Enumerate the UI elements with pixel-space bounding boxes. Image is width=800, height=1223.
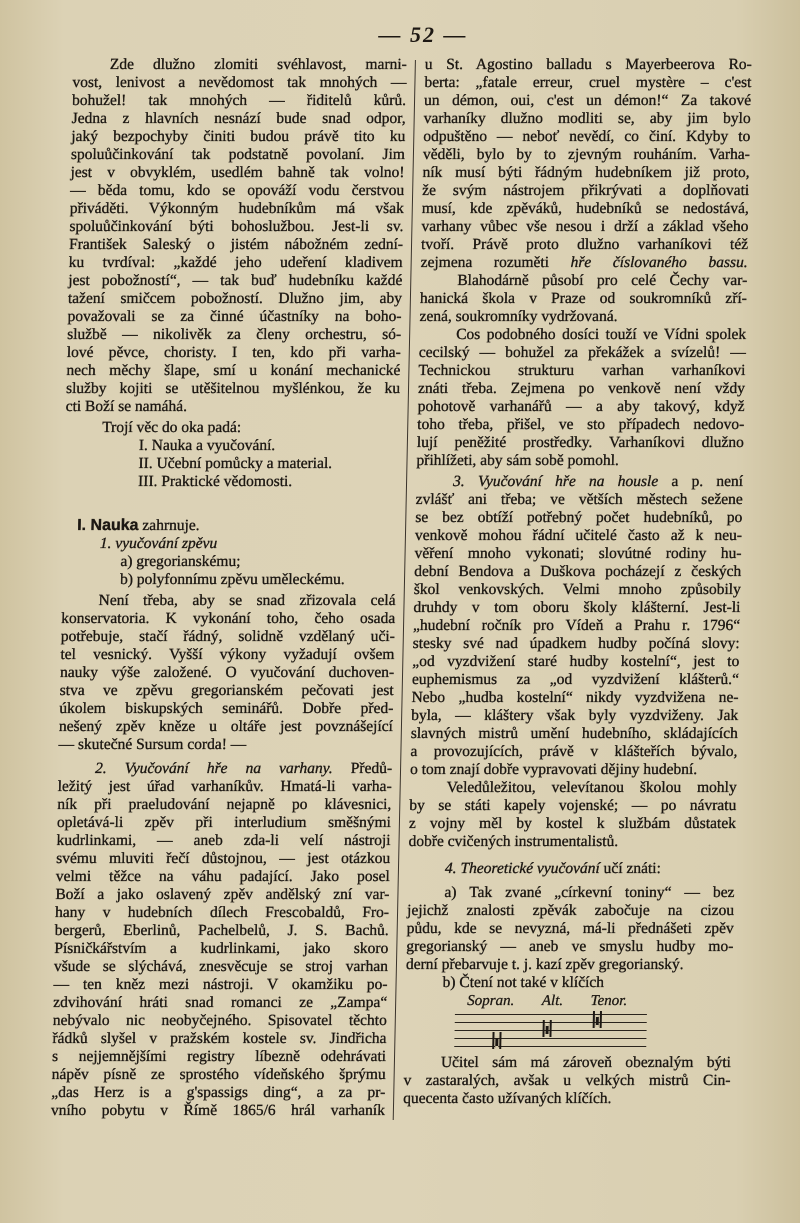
page-number: — 52 —	[378, 22, 468, 47]
italic-text: 4. Theoretické vyučování	[444, 860, 600, 877]
text-line: věděli, bylo by to zjevným rouháním. Varha-	[422, 146, 751, 163]
text-line: jest v obvyklém, usedlém bahně tak volno!	[70, 164, 405, 181]
text-line: lové pěvce, choristy. I ten, kdo při varha-	[66, 344, 401, 361]
text-line: gregorianský — aneb ve smyslu hudby mo-	[406, 938, 734, 955]
text-line: tel vesnický. Vyšší výkony vyžadují ovšem	[60, 646, 395, 663]
text-line: přihlížeti, aby sám sobě pomohl.	[416, 452, 620, 469]
text-line: potřebuje, stačí řádný, solidně vzdělaný uči-	[60, 628, 396, 645]
tenor-c-clef-icon	[593, 1011, 602, 1028]
text-line: ník musí býti řádným hudebníkem již proto,	[422, 164, 750, 181]
text-line: „das Herz is a g'spassigs ding“, a za pr-	[51, 1084, 386, 1101]
text-line: „hudební ročník pro Vídeň a Prahu r. 1796“	[412, 617, 741, 634]
text-line: vního pobytu v Římě 1865/6 hrál varhaník	[50, 1102, 386, 1119]
text-line: v zastaralých, avšak u velkých mistrů Cin-	[403, 1072, 731, 1089]
text-line: tvoří. Právě proto dlužno varhaníkovi též	[420, 236, 749, 253]
text-line: „od vyzdvižení staré hudby kostelní“, jest to	[412, 653, 740, 670]
staff-line	[455, 1014, 647, 1015]
text-line: stesky své nad úpadkem hudby počíná slovy:	[412, 635, 740, 652]
text-line	[416, 473, 743, 491]
text-line: vost, lenivost a nevědomost tak mnohých —	[72, 74, 407, 91]
music-staff	[454, 1014, 647, 1048]
text-line: jejichž znalosti zpěvák zabočuje na cizou	[406, 902, 735, 919]
text-span: a p. není	[658, 473, 744, 490]
text-line: všude se slýchává, znesvěcuje se stroj varhan	[53, 958, 389, 975]
text-line	[420, 254, 747, 272]
clef-label-alto: Alt.	[541, 993, 564, 1009]
text-line: nauky výše založené. O vyučování duchoven-	[59, 664, 395, 681]
text-line: z vojny měl by kostel k službám důstatek	[408, 815, 737, 832]
right-column-bottom	[403, 1054, 731, 1108]
text-line: Písničkářstvím a kudrlinkami, jako skoro	[54, 940, 389, 957]
text-line: spoluůčinkování býti bohoslužbou. Jest-li sv.	[69, 218, 404, 235]
text-line: dební Bendova a Duškova pocházejí z českých	[414, 563, 742, 580]
text-line: derní přebarvuje t. j. kazí zpěv gregorianský.	[405, 956, 684, 973]
text-line: ku tvrdíval: „každé jeho udeření kladivem	[68, 254, 403, 271]
text-line: bergerů, Eberlinů, Pachelbelů, J. S. Bachů.	[54, 922, 389, 939]
staff-line	[454, 1046, 646, 1047]
text-line: o tom znají dobře vypravovati dějiny hudební.	[409, 761, 698, 778]
text-line: jaký bezpochyby činiti budou právě tito ku	[71, 128, 406, 145]
text-line: nápěv písně ze sprostého vídeňského šprýmu	[51, 1066, 386, 1083]
clef-label-tenor: Tenor.	[590, 993, 628, 1009]
text-span: Předů-	[332, 760, 393, 777]
text-line: považovali se za činné účastníky na boho-	[67, 308, 402, 325]
text-line: kudrlinkami, — aneb zda-li velí nástroji	[56, 832, 391, 849]
italic-text: hře číslovaného bassu.	[570, 254, 748, 271]
text-line: že svým nástrojem přikrývati a doplňovati	[422, 182, 750, 199]
clef-label-soprano: Sopran.	[467, 993, 515, 1009]
text-line: nešený zpěv kněze u oltáře jest povznášející	[58, 718, 394, 735]
text-line: zdvihování hráti snad romanci ze „Zampa“	[52, 994, 388, 1011]
text-line: III. Praktické vědomosti.	[137, 473, 293, 490]
text-line: zvlášť ani třeba; ve větších městech sežene	[415, 491, 743, 508]
text-line: lují peněžité prostředky. Varhaníkovi dlužno	[416, 434, 745, 451]
text-line: službě — nikolivěk za členy orchestru, só-	[66, 326, 402, 343]
staff-line	[454, 1038, 646, 1039]
text-line: euphemismus za „od vyzdvižení klášterů.“	[411, 671, 740, 688]
text-line: u St. Agostino balladu s Mayerbeerova Ro-	[424, 56, 752, 73]
text-line: Zde dlužno zlomiti svéhlavost, marni-	[109, 56, 408, 73]
text-line: jest pobožností“, — tak buď hudebníku každé	[68, 272, 403, 289]
text-line: se bez obtíží potřebný počet hudebníků, po	[415, 509, 743, 526]
text-line: věření mnoho vykonati; slovútné rodiny hu-	[414, 545, 742, 562]
right-column	[403, 56, 752, 1108]
text-line: — skutečné Sursum corda! —	[58, 736, 247, 753]
text-line: Učitel sám má zároveň obeznalým býti	[440, 1054, 732, 1071]
text-line: škol venkovských. Velmi mnoho způsobily	[413, 581, 742, 598]
text-line: a provozujících, právě v klášteřích bývalo,	[410, 743, 738, 760]
text-line: Boží a jako oslavený zpěv andělský zní var-	[55, 886, 390, 903]
text-line: a) Tak zvané „církevní toniny“ — bez	[444, 884, 735, 901]
text-line: půdu, kde se nevyzná, má-li přednášeti zpěv	[406, 920, 734, 937]
text-line	[408, 860, 735, 878]
text-line: úkolem biskupských seminářů. Dobře před-	[59, 700, 394, 717]
text-line: Blahodárně působí pro celé Čechy var-	[457, 272, 748, 289]
italic-text: 1. vyučování zpěvu	[99, 535, 218, 552]
text-line: znáti třeba. Zejmena po venkově není vždy	[417, 380, 746, 397]
text-line: cti Boží se namáhá.	[65, 398, 188, 415]
text-line: Není třeba, aby se snad zřizovala celá	[98, 592, 396, 609]
text-span: zahrnuje.	[138, 517, 200, 534]
text-line: stva ve zpěvu gregorianském pečovati jest	[59, 682, 394, 699]
text-line: varhaníky dlužno modliti se, aby jim bylo	[423, 110, 751, 127]
text-line: Nebo „hudba kostelní“ nikdy vyzdvižena ne-	[411, 689, 739, 706]
text-line: — běda tomu, kdo se opováží vodu čerstvou	[70, 182, 405, 199]
text-line: Trojí věc do oka padá:	[102, 419, 242, 436]
text-line: I. Nauka a vyučování.	[138, 437, 276, 454]
italic-text: 3. Vyučování hře na housle	[452, 473, 659, 490]
text-line	[58, 760, 392, 778]
text-line: — ten kněz mezi nástroji. V okamžiku po-	[53, 976, 388, 993]
text-line: Jedna z hlavních nesnází bude snad odpor,	[71, 110, 406, 127]
text-line: spoluůčinkování tak podstatně povolaní. Jim	[70, 146, 406, 163]
text-line: berta: „fatale erreur, cruel mystère – c'est	[424, 74, 752, 91]
text-line: nebývalo nic neobyčejného. Spisovatel těchto	[52, 1012, 387, 1029]
text-line: b) polyfonnímu zpěvu uměleckému.	[119, 571, 345, 588]
text-line: tažení smičcem pobožností. Dlužno jim, aby	[67, 290, 403, 307]
text-line: by se státi kapely vojenské; — po návratu	[409, 797, 737, 814]
clef-example	[404, 992, 732, 1054]
alto-c-clef-icon	[542, 1020, 551, 1037]
text-line: b) Čtení not také v klíčích	[442, 974, 605, 991]
text-line: odpuštěno — neboť nevědí, co činí. Kdyby to	[423, 128, 751, 145]
text-line: velmi těžce na váhu padající. Jako posel	[55, 868, 390, 885]
text-line: nech měchy šlape, smí u konání mechanické	[66, 362, 401, 379]
text-line: František Saleský o jistém nábožném zední-	[68, 236, 404, 253]
text-line	[63, 535, 397, 553]
text-line: Technickou strukturu varhan varhaníkovi	[418, 362, 746, 379]
section-heading: I. Nauka	[76, 517, 139, 534]
left-column	[51, 56, 407, 1120]
text-line: zená, soukromníky vydržovaná.	[419, 308, 618, 325]
text-line: přiváděti. Výkonným hudebníkům má však	[69, 200, 404, 217]
text-line: hanická škola v Praze od soukromníků zří-	[419, 290, 748, 307]
text-line: služby kojiti se utěšitelnou myšlénkou, že ku	[65, 380, 401, 397]
text-line: slavných mistrů umění hudebního, skládajících	[410, 725, 738, 742]
text-line: venkově mohou řádní učitelé často až k neu-	[414, 527, 743, 544]
text-line: dobře cvičených instrumentalistů.	[408, 833, 619, 850]
text-line	[63, 517, 397, 535]
text-line: Veledůležitou, velevítanou školou mohly	[446, 779, 737, 796]
text-line: II. Učební pomůcky a material.	[138, 455, 333, 472]
text-line: opletává-li zpěv při interludium směšnými	[56, 814, 392, 831]
text-span: zejmena rozuměti	[420, 254, 571, 271]
text-line: Cos podobného dosíci touží ve Vídni spolek	[455, 326, 747, 343]
right-column-top	[405, 56, 752, 992]
text-line: quecenta často užívaných klíčích.	[402, 1090, 612, 1107]
text-line: bohužel! tak mnohých — řiditelů kůrů.	[71, 92, 407, 109]
italic-text: 2. Vyučování hře na varhany.	[94, 760, 333, 777]
text-line: s nejjemnějšími registry líbezně odehrávati	[51, 1048, 387, 1065]
text-line: druhdy v tom oboru školy klášterní. Jest-li	[413, 599, 741, 616]
text-line: byla, — kláštery však byly vyzdviženy. Jak	[411, 707, 739, 724]
text-line: pohotově varhanářů — a aby takový, když	[417, 398, 745, 415]
text-line: varhany vůbec vše nesou i drží a základ všeho	[421, 218, 749, 235]
soprano-c-clef-icon	[492, 1032, 501, 1049]
text-line: toho třeba, přišel, ve sto případech nedovo-	[417, 416, 745, 433]
text-line: musí, kde zpěváků, hudebníků se nedostává,	[421, 200, 749, 217]
text-line: un démon, oui, c'est un démon!“ Za takové	[423, 92, 752, 109]
text-span: učí znáti:	[599, 860, 662, 877]
clef-labels	[467, 992, 627, 1010]
text-line: cecilský — bohužel za překážek a svízelů! —	[418, 344, 746, 361]
text-line: ník při praeludování nejapně po klávesnici,	[57, 796, 392, 813]
text-line: ležitý jest úřad varhaníkův. Hmatá-li varha-	[57, 778, 392, 795]
text-line: a) gregorianskému;	[120, 553, 241, 570]
text-line: svému mluviti řečí důstojnou, — jest otázkou	[56, 850, 391, 867]
text-line: konservatoria. K vykonání toho, čeho osada	[61, 610, 396, 627]
text-line: hany v hudebních dílech Frescobaldů, Fro-	[54, 904, 390, 921]
text-line: řádků slyšel v pražském kostele sv. Jindřicha	[52, 1030, 387, 1047]
